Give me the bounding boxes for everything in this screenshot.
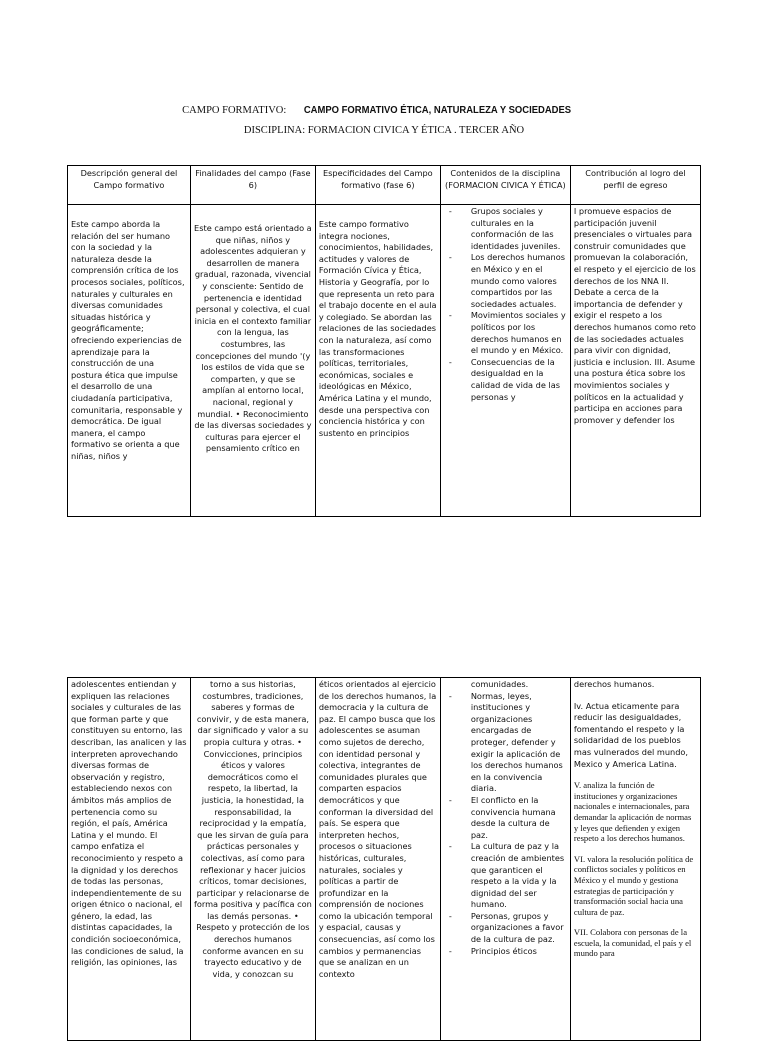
list-item: - Los derechos humanos en México y en el mundo como valores compartidos por las sociedades actuales. bbox=[471, 252, 567, 310]
contribucion-vii: VII. Colabora con personas de la escuela, la comunidad, el país y el mundo para bbox=[573, 927, 692, 959]
page-title bbox=[0, 104, 768, 116]
title-label: CAMPO FORMATIVO: bbox=[182, 105, 289, 116]
header-especificidades: Especificidades del Campo formativo (fase 6) bbox=[315, 166, 440, 205]
cell-text: Este campo está orientado a que niñas, niños y adolescentes adquieran y desarrollen de manera gradual, razonada, vivencial y consciente: Sentido de pertenencia e identidad personal y colectiva, el cual inicia en el contexto familiar con la lengua, las costumbres, las concepciones del mundo '(y los estilos de vida que se comparten, y que se amplían al entorno local, nacional, regional y mundial. • Reconocimiento de las diversas sociedades y culturas para ejercer el pensamiento crítico en bbox=[194, 223, 312, 454]
cell-descripcion bbox=[68, 205, 191, 517]
contribucion-v: V. analiza la función de instituciones y organizaciones nacionales e internacionales, para demandar la aplicación de normas y leyes que defienden y exigen respeto a los derechos humanos. bbox=[573, 780, 692, 844]
cell-contribucion bbox=[570, 678, 700, 1041]
cell-text: torno a sus historias, costumbres, tradiciones, saberes y formas de convivir, y de esta manera, dar significado y valor a su propia cultura y otras. • Convicciones, principios éticos y valores democráticos como el respeto, la libertad, la justicia, la honestidad, la responsabilidad, la reciprocidad y la empatía, que les sirvan de guía para prácticas personales y colectivas, así como para reflexionar y hacer juicios críticos, tomar decisiones, participar y relacionarse de forma positiva y pacífica con las demás personas. • Respeto y protección de los derechos humanos conforme avancen en su trayecto educativo y de vida, y conozcan su bbox=[193, 679, 312, 979]
cell-text: adolescentes entiendan y expliquen las relaciones sociales y culturales de las que forman parte y que constituyen su entorno, las describan, las analicen y las interpreten aprovechando diversas formas de observación y registro, estableciendo nexos con ámbitos más amplios de pertenencia como su región, el país, América Latina y el mundo. El campo enfatiza el reconocimiento y respeto a la dignidad y los derechos de todas las personas, independientemente de su origen étnico o nacional, el género, la edad, las distintas capacidades, la condición socioeconómica, las condiciones de salud, la religión, las opiniones, las bbox=[71, 679, 187, 968]
cell-finalidades bbox=[190, 678, 315, 1041]
list-item: - Principios éticos bbox=[471, 946, 567, 958]
table-row bbox=[68, 678, 701, 1041]
table-header-row bbox=[68, 166, 701, 205]
cell-finalidades bbox=[190, 205, 315, 517]
list-item: - Movimientos sociales y políticos por los derechos humanos en el mundo y en México. bbox=[471, 310, 567, 356]
contribucion-iv: Iv. Actua eticamente para reducir las desigualdades, fomentando el respeto y la solidaridad de los pueblos mas vulnerados del mundo, Mexico y America Latina. bbox=[573, 700, 689, 769]
title-value: CAMPO FORMATIVO ÉTICA, NATURALEZA Y SOCIEDADES bbox=[303, 104, 572, 116]
list-item: - Consecuencias de la desigualdad en la calidad de vida de las personas y bbox=[471, 357, 567, 403]
header-contribucion: Contribución al logro del perfil de egreso bbox=[570, 166, 700, 205]
cell-text: Este campo formativo integra nociones, conocimientos, habilidades, actitudes y valores de Formación Cívica y Ética, Historia y Geografía, por lo que representa un reto para el trabajo docente en el aula y colegiado. Se abordan las relaciones de las sociedades con la naturaleza, así como las transformaciones políticas, territoriales, económicas, sociales e ideológicas en México, América Latina y el mundo, desde una perspectiva con conciencia histórica y con sustento en principios bbox=[318, 219, 437, 438]
cell-contenidos bbox=[440, 205, 570, 517]
curriculum-table-part-2 bbox=[67, 677, 701, 1041]
cell-contribucion bbox=[570, 205, 700, 517]
header-contenidos: Contenidos de la disciplina (FORMACION CIVICA Y ÉTICA) bbox=[440, 166, 570, 205]
cell-text: éticos orientados al ejercicio de los derechos humanos, la democracia y la cultura de paz. El campo busca que los adolescentes se asuman como sujetos de derecho, con identidad personal y colectiva, integrantes de comunidades plurales que comparten espacios democráticos y que conforman la diversidad del país. Se espera que interpreten hechos, procesos o situaciones históricas, culturales, naturales, sociales y políticas a partir de profundizar en la comprensión de nociones como la ubicación temporal y espacial, causas y consecuencias, así como los cambios y permanencias que se analizan en un contexto bbox=[318, 679, 437, 979]
list-item: - El conflicto en la convivencia humana desde la cultura de paz. bbox=[471, 795, 567, 841]
contenidos-list bbox=[444, 691, 567, 958]
list-item: - Normas, leyes, instituciones y organizaciones encargadas de proteger, defender y exigir la aplicación de los derechos humanos en la convivencia diaria. bbox=[471, 691, 567, 795]
table-row bbox=[68, 205, 701, 517]
cell-text: I promueve espacios de participación juvenil presenciales o virtuales para construir comunidades que promuevan la colaboración, el respeto y el ejercicio de los derechos de los NNA II. Debate a cerca de la importancia de defender y exigir el respeto a los derechos humanos como reto de las sociedades actuales para vivir con dignidad, justicia e inclusion. III. Asume una postura ética sobre los movimientos sociales y políticos en la actualidad y participa en acciones para promover y defender los bbox=[573, 206, 696, 425]
curriculum-table-part-1 bbox=[67, 165, 701, 517]
cell-contenidos bbox=[440, 678, 570, 1041]
cell-especificidades bbox=[315, 205, 440, 517]
page-subtitle: DISCIPLINA: FORMACION CIVICA Y ÉTICA . TERCER AÑO bbox=[243, 125, 525, 136]
list-item: - La cultura de paz y la creación de ambientes que garanticen el respeto a la vida y la dignidad del ser humano. bbox=[471, 841, 567, 911]
list-item: - Personas, grupos y organizaciones a favor de la cultura de paz. bbox=[471, 911, 567, 946]
cell-especificidades bbox=[315, 678, 440, 1041]
cell-descripcion bbox=[68, 678, 191, 1041]
contribucion-intro: derechos humanos. bbox=[573, 679, 655, 689]
header-descripcion: Descripción general del Campo formativo bbox=[68, 166, 191, 205]
header-finalidades: Finalidades del campo (Fase 6) bbox=[190, 166, 315, 205]
contenidos-list bbox=[444, 206, 567, 403]
contribucion-vi: VI. valora la resolución política de conflictos sociales y políticos en México y el mundo y gestiona estrategias de participación y transformación social hacia una cultura de paz. bbox=[573, 853, 694, 917]
contenidos-intro: comunidades. bbox=[470, 679, 529, 689]
list-item: - Grupos sociales y culturales en la conformación de las identidades juveniles. bbox=[471, 206, 567, 252]
cell-text: Este campo aborda la relación del ser humano con la sociedad y la naturaleza desde la comprensión crítica de los procesos sociales, políticos, naturales y culturales en diversas comunidades situadas histórica y geográficamente; ofreciendo experiencias de aprendizaje para la construcción de una postura ética que impulse el desarrollo de una ciudadanía participativa, comunitaria, responsable y democrática. De igual manera, el campo formativo se orienta a que niñas, niños y bbox=[71, 219, 185, 461]
